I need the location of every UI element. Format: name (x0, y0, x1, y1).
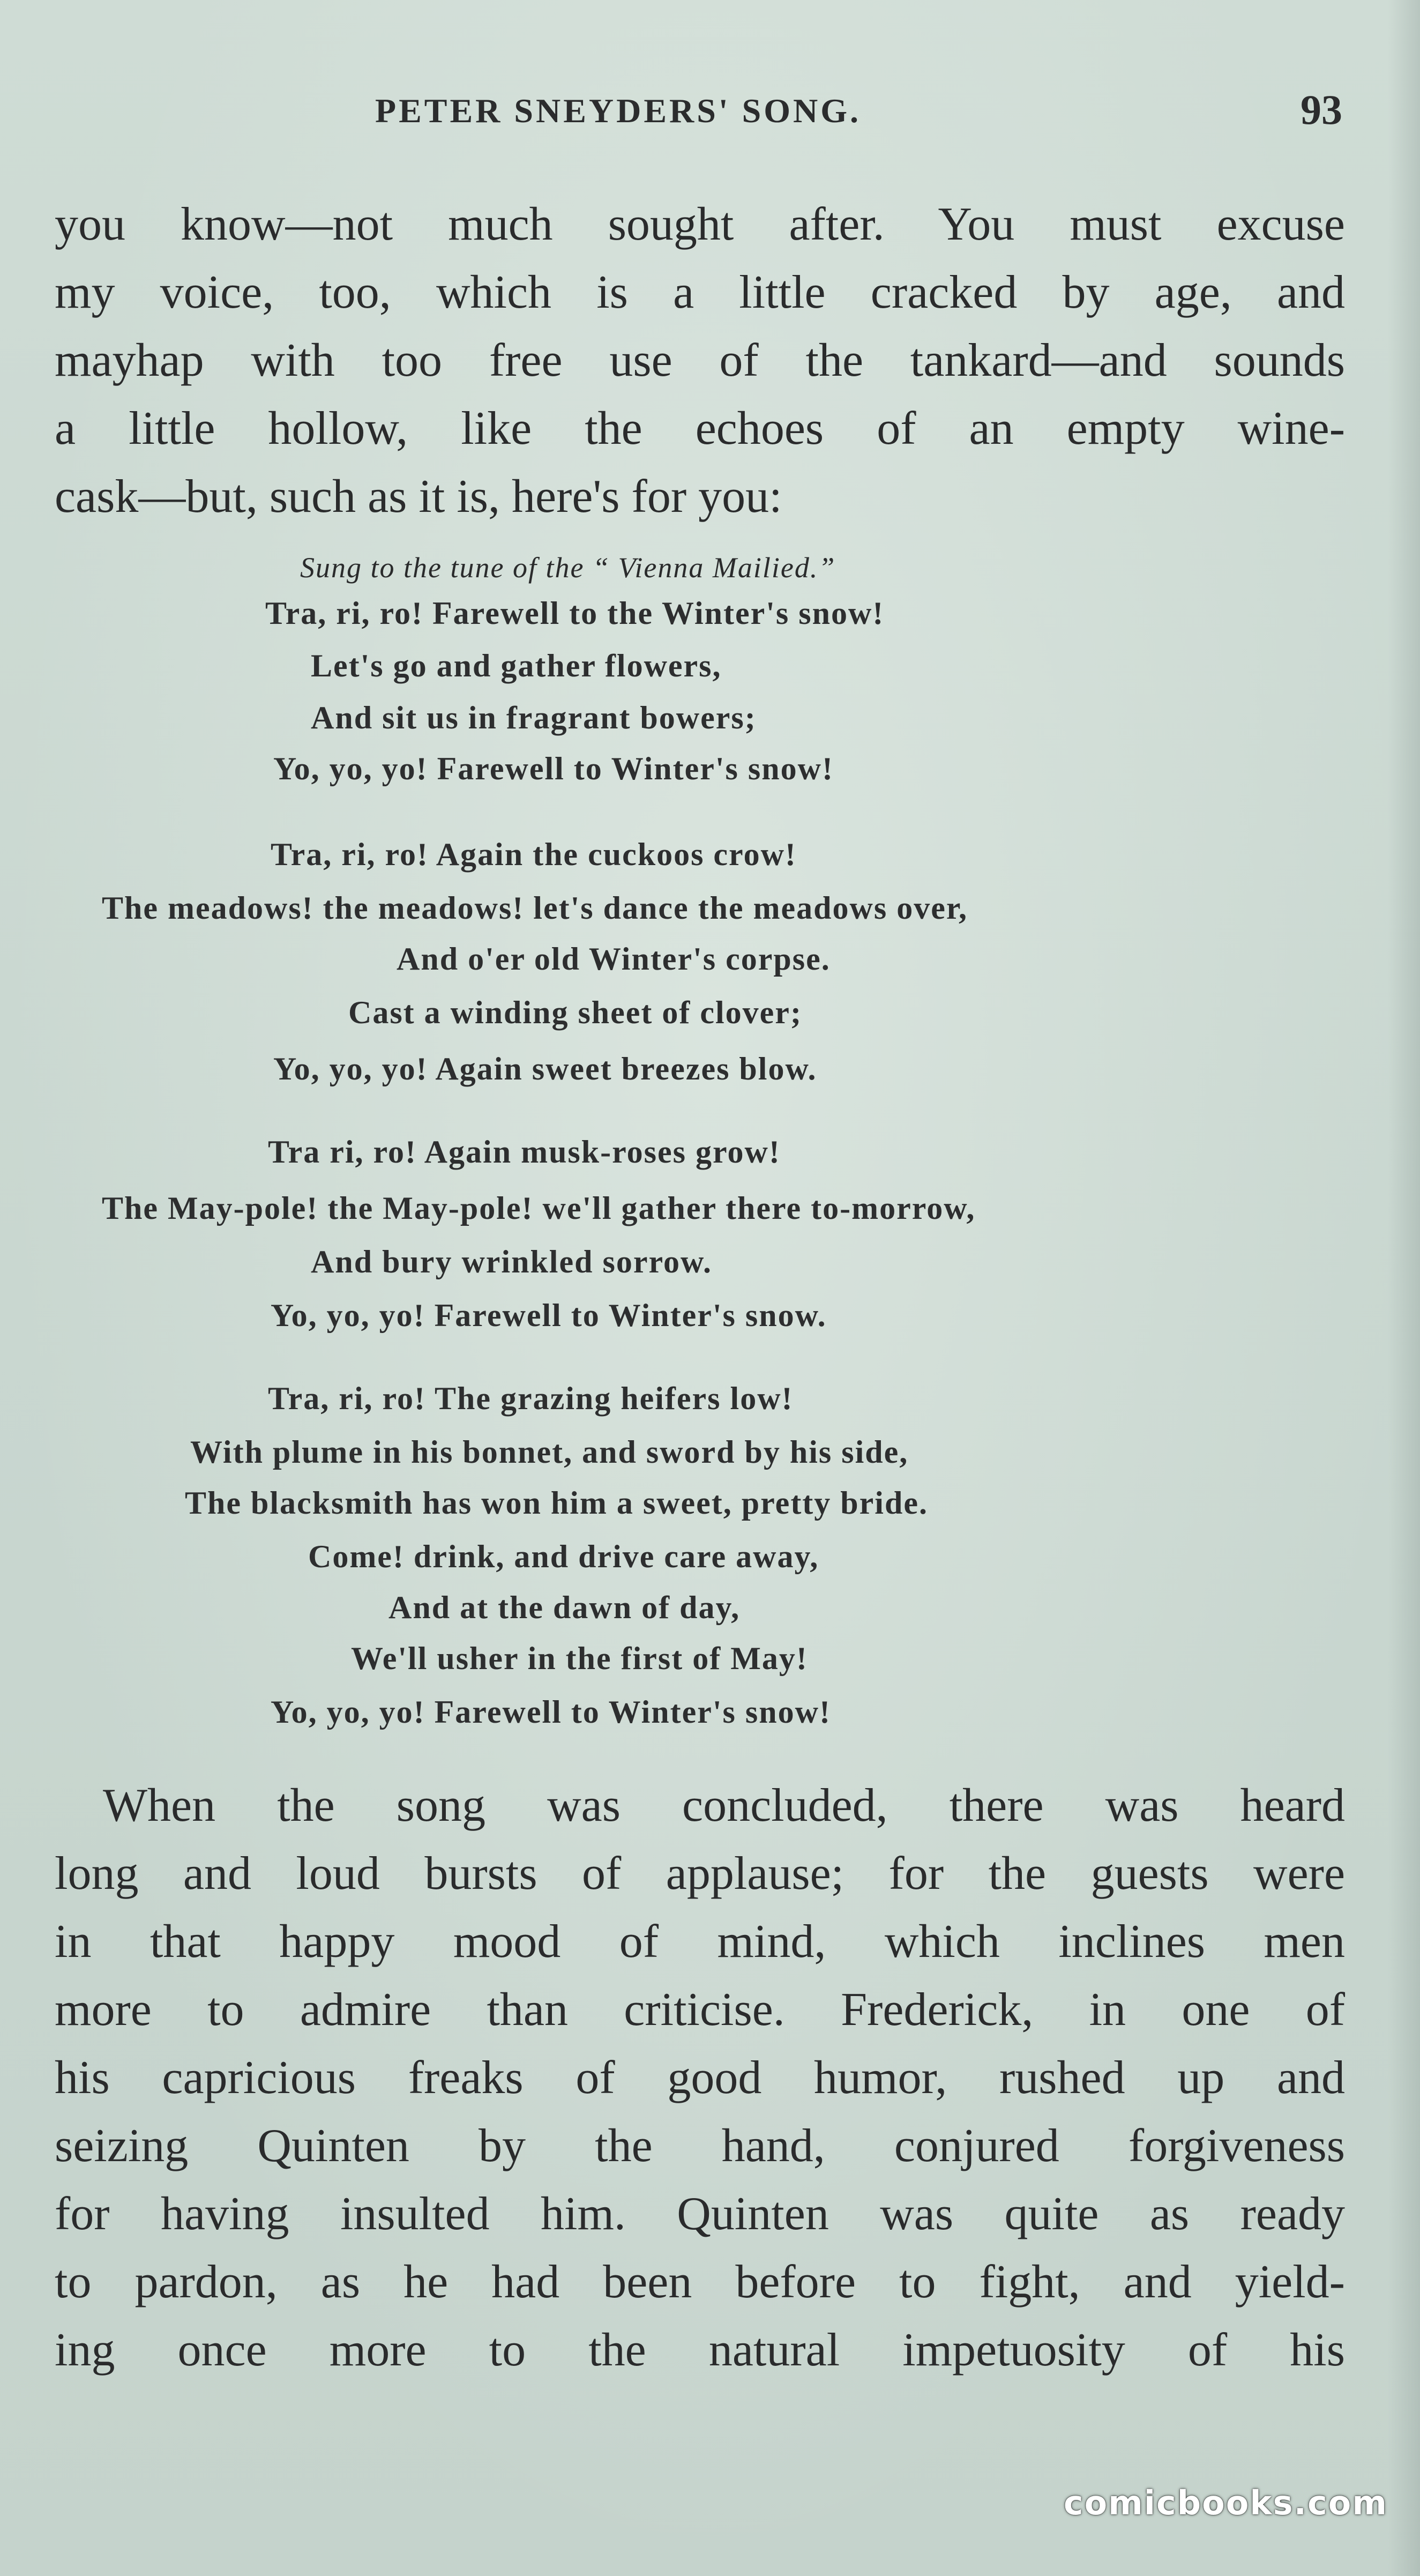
verse-line: Tra ri, ro! Again musk-roses grow! (268, 1134, 781, 1170)
verse-line: Yo, yo, yo! Again sweet breezes blow. (273, 1051, 817, 1086)
verse-line: The meadows! the meadows! let's dance the meadows over, (102, 890, 968, 926)
verse-line: Come! drink, and drive care away, (308, 1539, 819, 1574)
page-edge-shadow (1388, 0, 1420, 2576)
text-line: my voice, too, which is a little cracked by age, and (55, 266, 1345, 318)
text-line: you know—not much sought after. You must excuse (55, 198, 1345, 250)
verse-line: Tra, ri, ro! The grazing heifers low! (268, 1381, 794, 1416)
text-line: a little hollow, like the echoes of an empty wine- (55, 403, 1345, 455)
text-line: mayhap with too free use of the tankard—and sounds (55, 334, 1345, 386)
verse-line: And bury wrinkled sorrow. (311, 1244, 713, 1279)
verse-line: And at the dawn of day, (388, 1590, 741, 1625)
verse-line: The May-pole! the May-pole! we'll gather there to-morrow, (102, 1190, 976, 1226)
verse-line: The blacksmith has won him a sweet, pretty bride. (185, 1485, 928, 1521)
text-line: ing once more to the natural impetuosity of his (55, 2324, 1345, 2376)
text-line: his capricious freaks of good humor, rushed up and (55, 2052, 1345, 2104)
text-line: cask—but, such as it is, here's for you: (55, 471, 782, 523)
verse-line: Tra, ri, ro! Farewell to the Winter's snow! (265, 595, 885, 631)
paragraph-2 (55, 1771, 1345, 2384)
verse-line: Yo, yo, yo! Farewell to Winter's snow! (273, 751, 834, 786)
text-line: When the song was concluded, there was heard (103, 1780, 1345, 1832)
verse-line: Tra, ri, ro! Again the cuckoos crow! (271, 837, 797, 872)
text-line: for having insulted him. Quinten was quite as ready (55, 2188, 1345, 2240)
verse-line: With plume in his bonnet, and sword by his side, (190, 1434, 909, 1470)
page-number: 93 (1301, 86, 1342, 133)
verse-line: We'll usher in the first of May! (351, 1641, 808, 1676)
text-line: to pardon, as he had been before to fight, and yield- (55, 2256, 1345, 2308)
verse-line: Let's go and gather flowers, (311, 648, 722, 683)
running-head: PETER SNEYDERS' SONG. (375, 92, 861, 130)
text-line: in that happy mood of mind, which inclines men (55, 1916, 1345, 1968)
text-line: more to admire than criticise. Frederick, in one of (55, 1984, 1345, 2036)
verse-line: And o'er old Winter's corpse. (397, 941, 831, 977)
verse-line: Yo, yo, yo! Farewell to Winter's snow! (271, 1694, 831, 1730)
text-line: seizing Quinten by the hand, conjured forgiveness (55, 2120, 1345, 2172)
text-line: long and loud bursts of applause; for the guests were (55, 1848, 1345, 1900)
verse-line: And sit us in fragrant bowers; (311, 700, 757, 735)
verse-line: Yo, yo, yo! Farewell to Winter's snow. (271, 1298, 827, 1333)
site-watermark: comicbooks.com (1063, 2483, 1388, 2522)
page-header (0, 80, 1420, 145)
tune-note: Sung to the tune of the “ Vienna Mailied.” (300, 552, 836, 584)
paragraph-1 (55, 190, 1345, 531)
verse-line: Cast a winding sheet of clover; (348, 995, 802, 1030)
